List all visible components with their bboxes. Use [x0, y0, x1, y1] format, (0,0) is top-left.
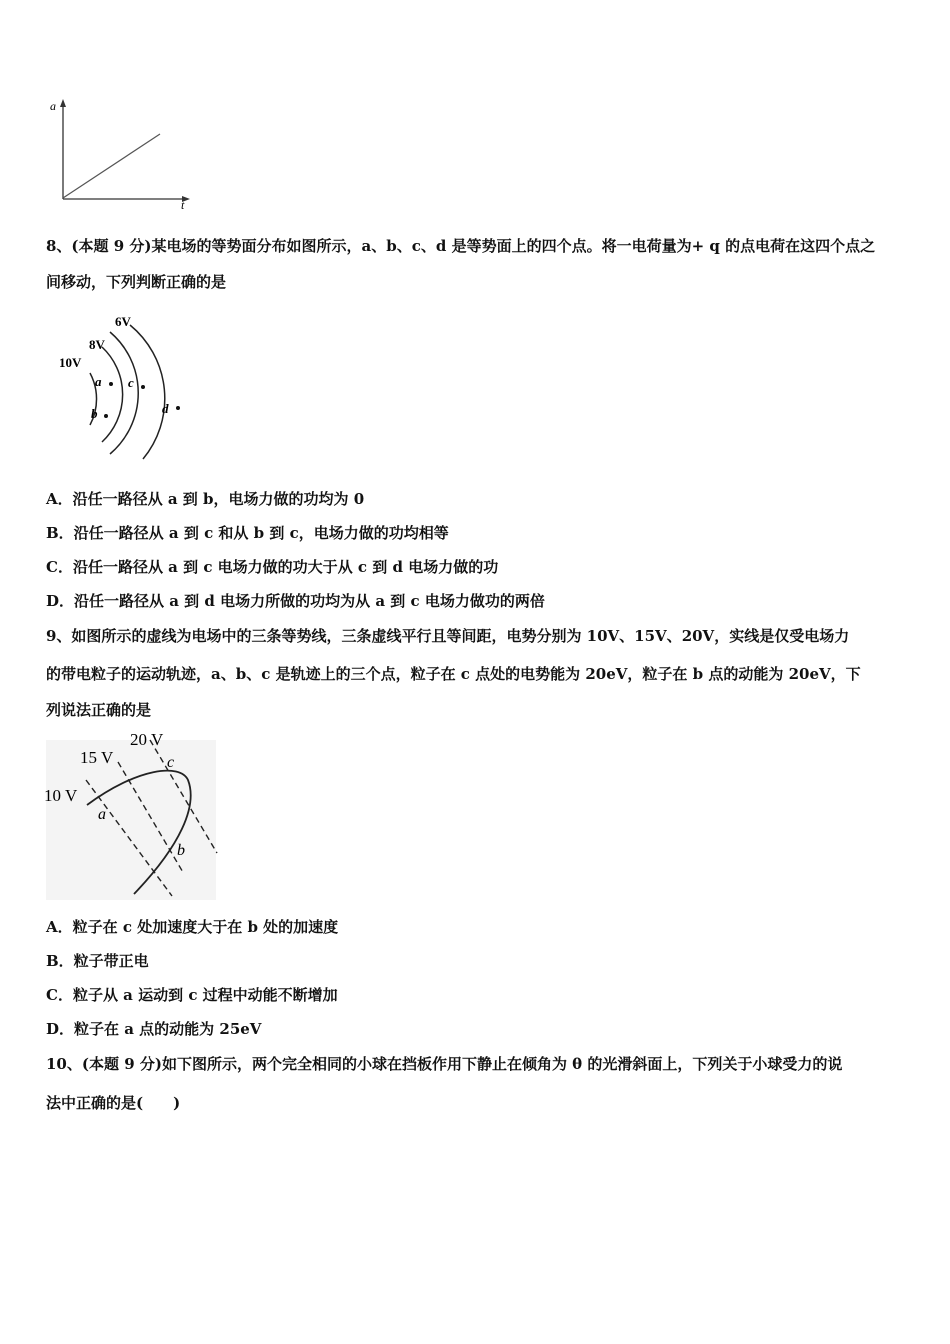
- q8-option-c: C．沿任一路径从 a 到 c 电场力做的功大于从 c 到 d 电场力做的功: [46, 558, 499, 576]
- point-a: [109, 382, 113, 386]
- label-c: c: [128, 375, 134, 390]
- q9-option-d: D．粒子在 a 点的动能为 25eV: [46, 1020, 262, 1038]
- q9-stem-line1: 9、如图所示的虚线为电场中的三条等势线，三条虚线平行且等间距，电势分别为 10V、15V、20V，实线是仅受电场力: [46, 627, 850, 645]
- q8-equipotential-figure: [55, 312, 195, 467]
- label-6v: 6V: [115, 314, 131, 329]
- q9-stem-line3: 列说法正确的是: [46, 701, 152, 719]
- equipotential-6v: [130, 325, 165, 459]
- q9-trajectory-figure: [42, 728, 222, 903]
- label-a: a: [98, 806, 106, 823]
- q8-stem-line2: 间移动，下列判断正确的是: [46, 273, 227, 291]
- label-8v: 8V: [89, 337, 105, 352]
- q10-stem-line2: 法中正确的是( ): [46, 1094, 181, 1112]
- q9-option-c: C．粒子从 a 运动到 c 过程中动能不断增加: [46, 986, 338, 1004]
- a-t-graph-figure: [40, 95, 200, 215]
- q8-option-d: D．沿任一路径从 a 到 d 电场力所做的功均为从 a 到 c 电场力做功的两倍: [46, 592, 545, 610]
- axis-label-t: t: [181, 198, 185, 212]
- axis-label-a: a: [50, 99, 56, 113]
- q10-stem-line1: 10、(本题 9 分)如下图所示，两个完全相同的小球在挡板作用下静止在倾角为 θ 的光滑斜面上，下列关于小球受力的说: [46, 1055, 843, 1073]
- point-c: [141, 385, 145, 389]
- q8-stem-line1: 8、(本题 9 分)某电场的等势面分布如图所示，a、b、c、d 是等势面上的四个点。将一电荷量为+ q 的点电荷在这四个点之: [46, 237, 876, 255]
- a-axis-arrow: [60, 99, 66, 107]
- label-20v: 20 V: [130, 730, 164, 749]
- label-b: b: [91, 406, 98, 421]
- label-15v: 15 V: [80, 748, 114, 767]
- figure-background: [46, 740, 216, 900]
- a-t-line: [63, 134, 160, 198]
- label-c: c: [167, 754, 175, 771]
- label-10v: 10 V: [44, 786, 78, 805]
- equipotential-7v: [110, 332, 138, 454]
- label-d: d: [162, 401, 169, 416]
- q8-option-b: B．沿任一路径从 a 到 c 和从 b 到 c，电场力做的功均相等: [46, 524, 449, 542]
- q9-stem-line2: 的带电粒子的运动轨迹，a、b、c 是轨迹上的三个点，粒子在 c 点处的电势能为 20eV，粒子在 b 点的动能为 20eV，下: [46, 665, 861, 683]
- point-b: [104, 414, 108, 418]
- q8-option-a: A．沿任一路径从 a 到 b，电场力做的功均为 0: [46, 490, 365, 508]
- equipotential-8v: [102, 347, 123, 442]
- label-10v: 10V: [59, 355, 82, 370]
- label-b: b: [177, 842, 185, 859]
- q9-option-a: A．粒子在 c 处加速度大于在 b 处的加速度: [46, 918, 339, 936]
- q9-option-b: B．粒子带正电: [46, 952, 149, 970]
- point-d: [176, 406, 180, 410]
- label-a: a: [95, 374, 102, 389]
